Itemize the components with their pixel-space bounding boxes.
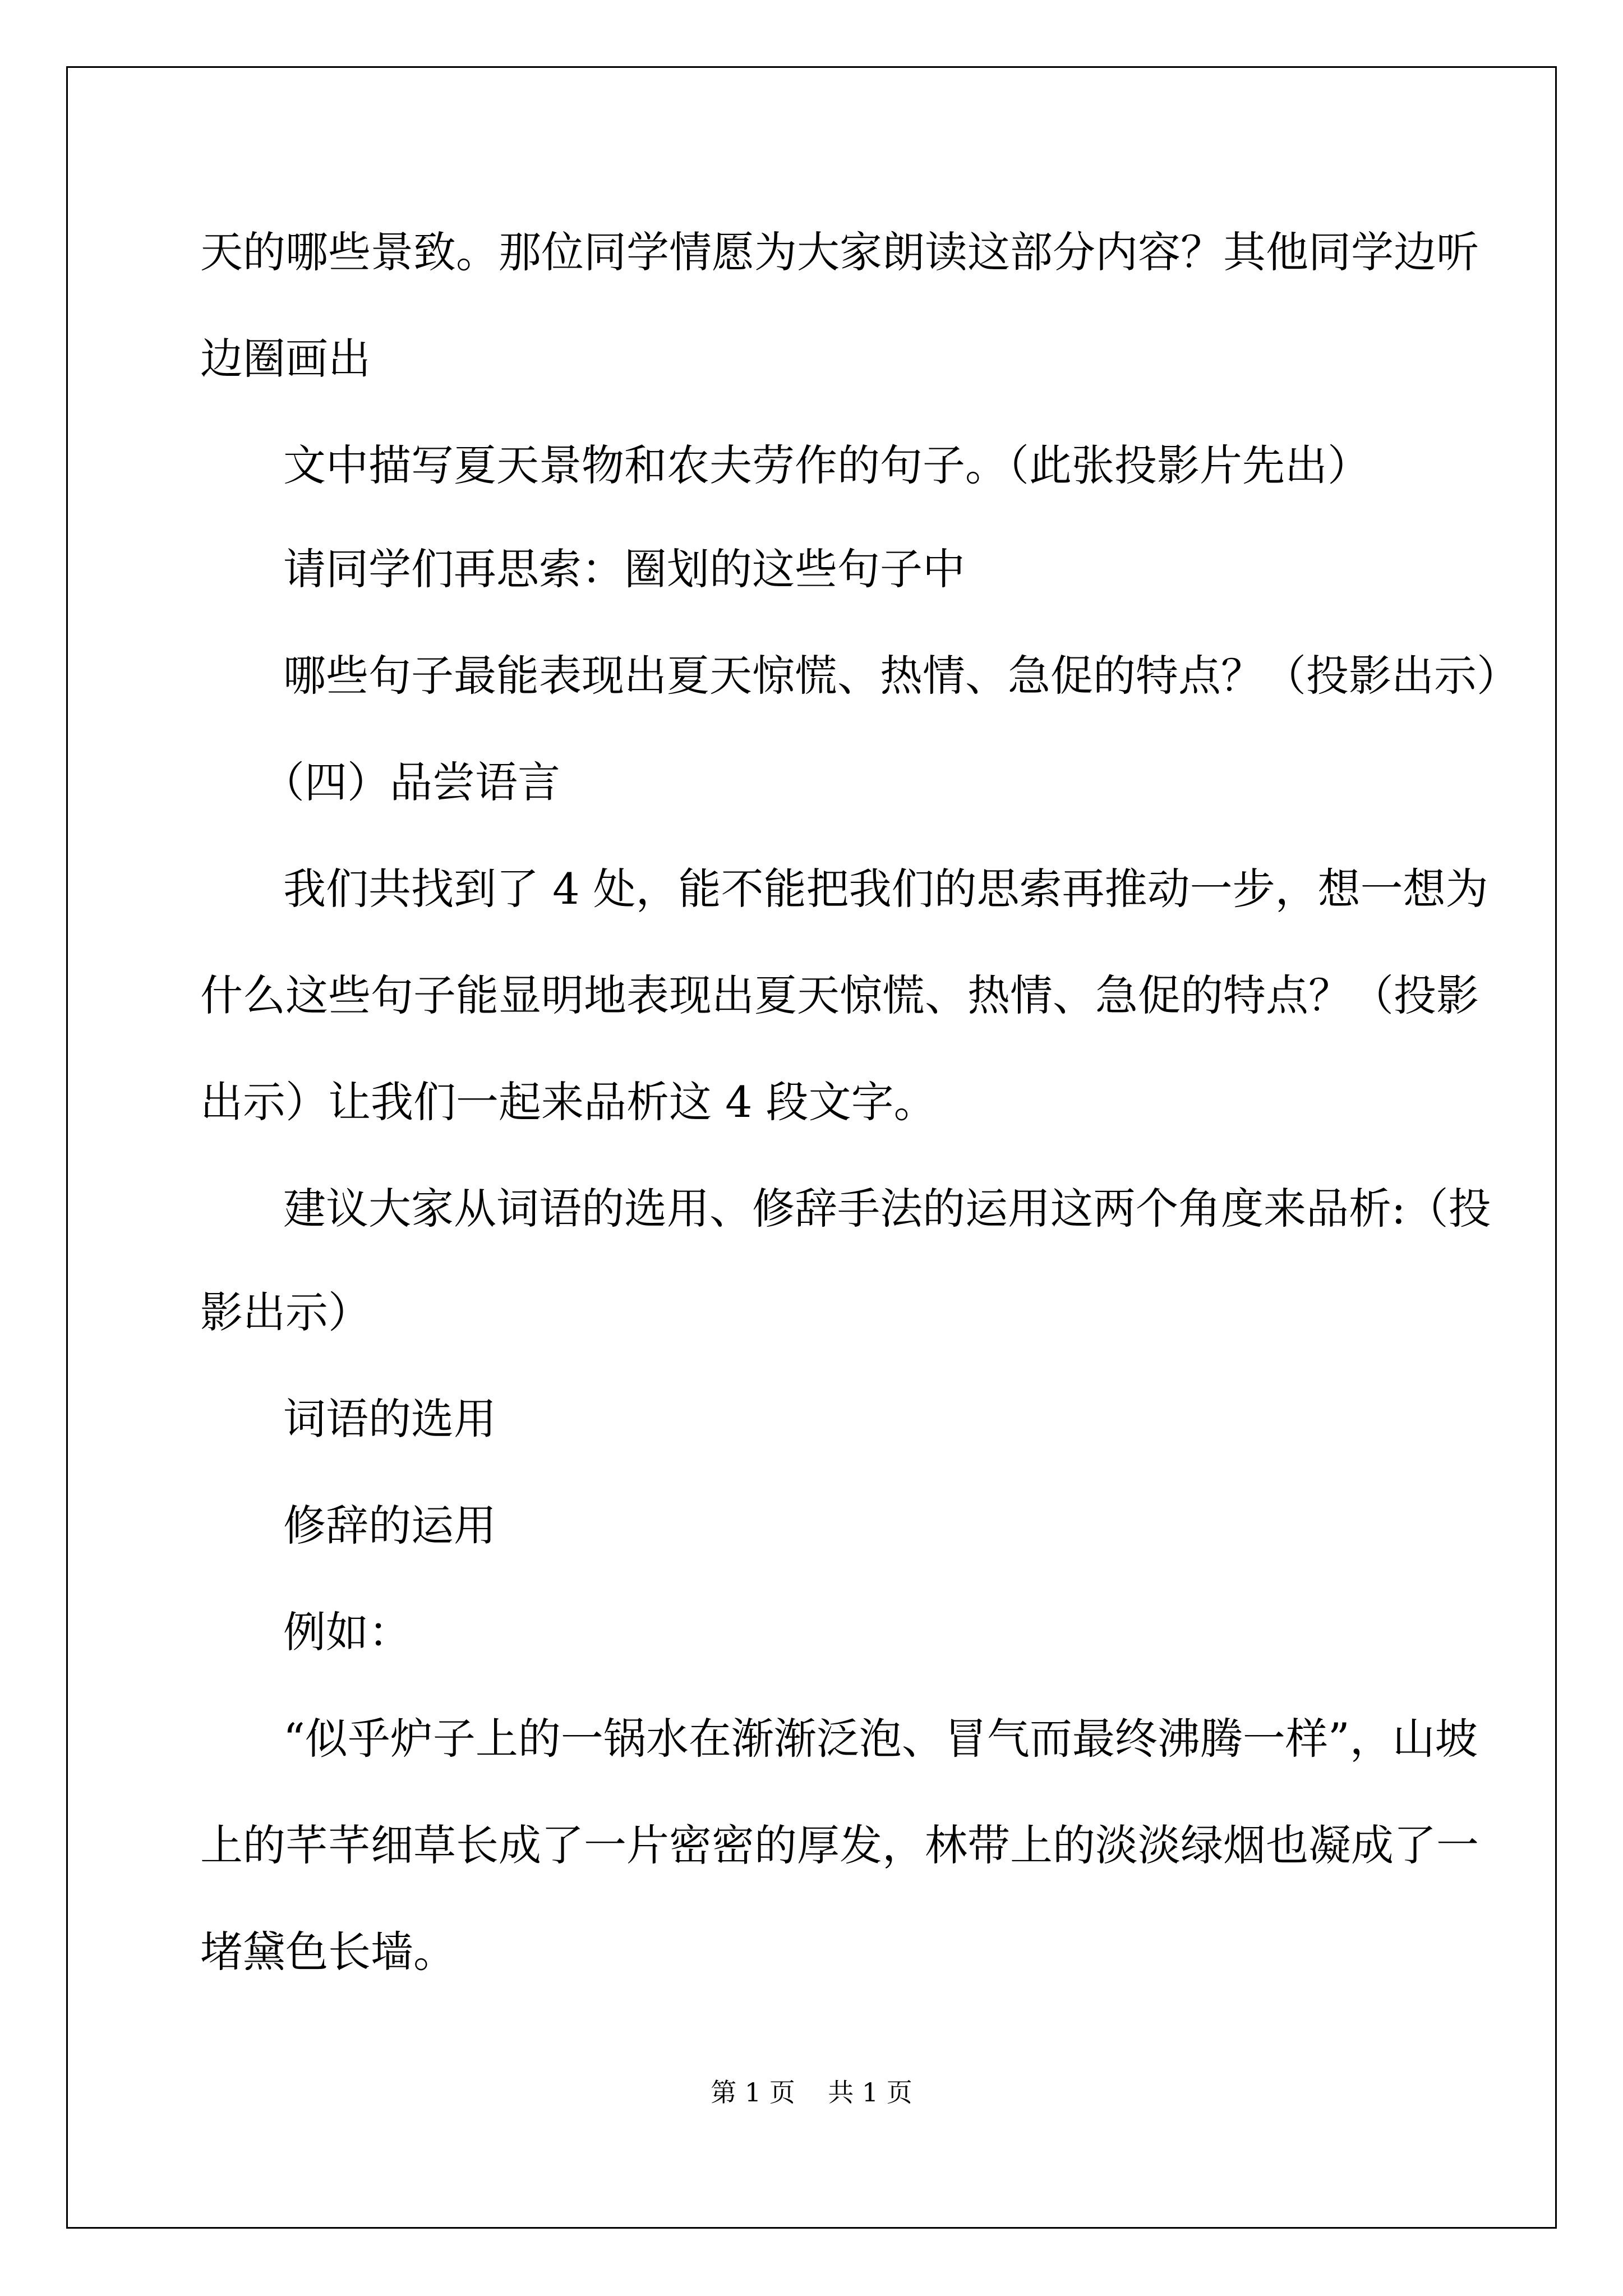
paragraph-line: 上的芊芊细草长成了一片密密的厚发，林带上的淡淡绿烟也凝成了一 — [200, 1820, 1479, 1870]
paragraph-line: 文中描写夏天景物和农夫劳作的句子。（此张投影片先出） — [283, 440, 1370, 490]
paragraph-line: 影出示） — [200, 1287, 371, 1337]
paragraph-line: 我们共找到了 4 处，能不能把我们的思索再推动一步，想一想为 — [283, 864, 1488, 914]
paragraph-line: 出示）让我们一起来品析这 4 段文字。 — [200, 1077, 937, 1127]
page-border — [66, 66, 1557, 2229]
paragraph-line: 什么这些句子能显明地表现出夏天惊慌、热情、急促的特点？（投影 — [200, 970, 1479, 1020]
paragraph-line: 建议大家从词语的选用、修辞手法的运用这两个角度来品析:（投 — [283, 1184, 1491, 1234]
paragraph-line: 堵黛色长墙。 — [200, 1927, 456, 1977]
quote-line: “似乎炉子上的一锅水在渐渐泛泡、冒气而最终沸腾一样”，山坡 — [283, 1714, 1478, 1764]
paragraph-line: 天的哪些景致。那位同学情愿为大家朗读这部分内容？其他同学边听 — [200, 227, 1479, 277]
paragraph-line: 词语的选用 — [283, 1394, 496, 1444]
paragraph-line: 哪些句子最能表现出夏天惊慌、热情、急促的特点？（投影出示） — [283, 651, 1519, 701]
paragraph-line: 例如： — [283, 1607, 411, 1657]
paragraph-line: 修辞的运用 — [283, 1501, 496, 1550]
section-heading: （四）品尝语言 — [262, 757, 560, 807]
page-footer: 第 1 页 共 1 页 — [711, 2077, 912, 2108]
paragraph-line: 边圈画出 — [200, 334, 371, 384]
paragraph-line: 请同学们再思索：圈划的这些句子中 — [283, 544, 965, 594]
